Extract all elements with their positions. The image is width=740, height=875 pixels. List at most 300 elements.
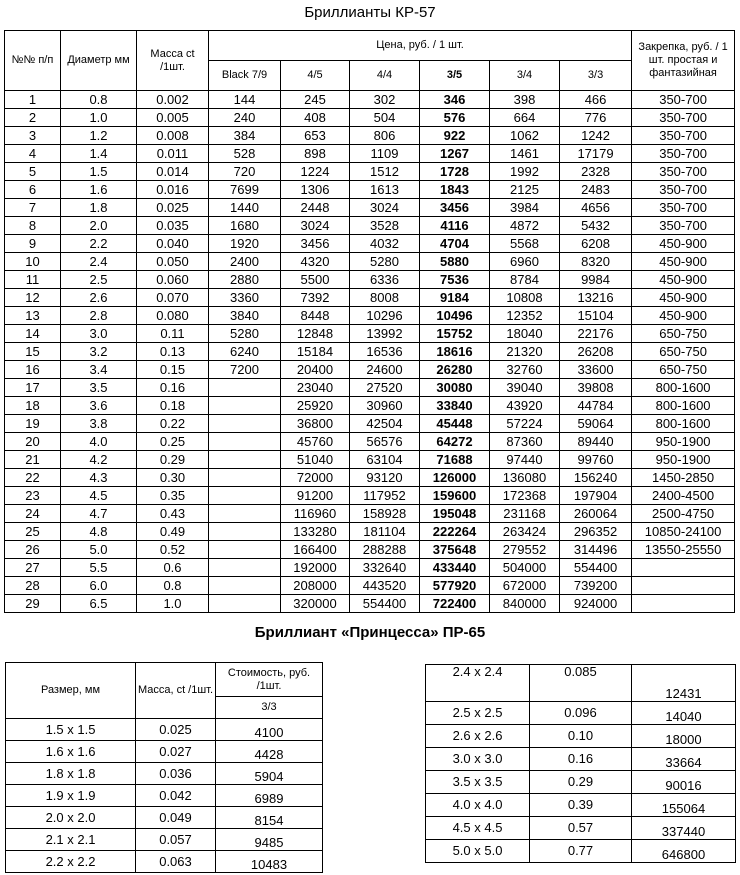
table-cell: 0.16: [137, 379, 209, 397]
table-cell: 89440: [560, 433, 632, 451]
table-row: [426, 794, 736, 817]
table-row: [5, 289, 735, 307]
table-row: [5, 217, 735, 235]
table-cell: 650-750: [632, 325, 735, 343]
table-cell: 13992: [350, 325, 420, 343]
table-cell: 0.18: [137, 397, 209, 415]
table-cell: 231168: [490, 505, 560, 523]
table-cell: 0.025: [136, 719, 216, 741]
table-cell: 4032: [350, 235, 420, 253]
table-cell: 3984: [490, 199, 560, 217]
table-cell: 0.008: [137, 127, 209, 145]
table-cell: 10496: [420, 307, 490, 325]
table-cell: 57224: [490, 415, 560, 433]
table-cell: 27520: [350, 379, 420, 397]
table-cell: 466: [560, 91, 632, 109]
table-cell: 32760: [490, 361, 560, 379]
table-cell: 800-1600: [632, 379, 735, 397]
table-cell: 8: [5, 217, 61, 235]
table-cell: 350-700: [632, 217, 735, 235]
table-cell: 350-700: [632, 181, 735, 199]
table-cell: 12431: [632, 665, 736, 702]
table-cell: 2.5: [61, 271, 137, 289]
table-cell: 2448: [281, 199, 350, 217]
table-cell: 4656: [560, 199, 632, 217]
table-cell: 350-700: [632, 145, 735, 163]
table-row: [426, 665, 736, 702]
table-cell: 8154: [216, 807, 323, 829]
table-cell: 3.0 x 3.0: [426, 748, 530, 771]
table-cell: 22: [5, 469, 61, 487]
table-cell: 16536: [350, 343, 420, 361]
table-cell: 159600: [420, 487, 490, 505]
table-cell: 5280: [209, 325, 281, 343]
table-row: [5, 181, 735, 199]
table-cell: 3840: [209, 307, 281, 325]
table-cell: 4.5: [61, 487, 137, 505]
table-cell: 43920: [490, 397, 560, 415]
table-row: [5, 253, 735, 271]
table-cell: 7200: [209, 361, 281, 379]
table-cell: 650-750: [632, 361, 735, 379]
table-cell: 10296: [350, 307, 420, 325]
table-cell: 1.2: [61, 127, 137, 145]
table-row: [426, 771, 736, 794]
table-cell: 15184: [281, 343, 350, 361]
table-cell: 0.30: [137, 469, 209, 487]
table-cell: 3456: [281, 235, 350, 253]
table-cell: 6960: [490, 253, 560, 271]
table-cell: 3: [5, 127, 61, 145]
table-cell: 5.0: [61, 541, 137, 559]
princess-table-left: [5, 662, 323, 873]
table-cell: 22176: [560, 325, 632, 343]
table-cell: 288288: [350, 541, 420, 559]
table-cell: [209, 595, 281, 613]
table-cell: 11: [5, 271, 61, 289]
table-cell: 2328: [560, 163, 632, 181]
table-cell: 0.29: [530, 771, 632, 794]
table-cell: 776: [560, 109, 632, 127]
table-cell: 2125: [490, 181, 560, 199]
table-cell: 1.5: [61, 163, 137, 181]
table-cell: 97440: [490, 451, 560, 469]
table-cell: 0.005: [137, 109, 209, 127]
table-cell: [632, 595, 735, 613]
table-cell: 0.39: [530, 794, 632, 817]
table-cell: 1450-2850: [632, 469, 735, 487]
table-cell: 0.057: [136, 829, 216, 851]
grade-header: 3/5: [420, 61, 490, 91]
table-cell: 8448: [281, 307, 350, 325]
table-cell: 144: [209, 91, 281, 109]
table-cell: 9184: [420, 289, 490, 307]
table-cell: 950-1900: [632, 433, 735, 451]
table-cell: 375648: [420, 541, 490, 559]
col-header-size: Размер, мм: [6, 663, 136, 719]
table-cell: 4.0 x 4.0: [426, 794, 530, 817]
table-cell: 1267: [420, 145, 490, 163]
table-row: [5, 361, 735, 379]
table-cell: 6: [5, 181, 61, 199]
table-cell: 17: [5, 379, 61, 397]
table-cell: 71688: [420, 451, 490, 469]
table-cell: 806: [350, 127, 420, 145]
table-cell: 99760: [560, 451, 632, 469]
table-cell: 1680: [209, 217, 281, 235]
table-cell: 44784: [560, 397, 632, 415]
table-row: [426, 840, 736, 863]
table-cell: 3456: [420, 199, 490, 217]
table-cell: 332640: [350, 559, 420, 577]
table-cell: 350-700: [632, 163, 735, 181]
table-cell: 0.040: [137, 235, 209, 253]
table-row: [5, 307, 735, 325]
table-cell: 398: [490, 91, 560, 109]
table-cell: 314496: [560, 541, 632, 559]
table-row: [426, 725, 736, 748]
table-cell: 0.096: [530, 702, 632, 725]
table-cell: 208000: [281, 577, 350, 595]
col-header-num: №№ п/п: [5, 31, 61, 91]
table-cell: 350-700: [632, 127, 735, 145]
table-cell: 3.2: [61, 343, 137, 361]
table-row: [6, 785, 323, 807]
table-cell: 433440: [420, 559, 490, 577]
table-cell: 7536: [420, 271, 490, 289]
table-cell: 9: [5, 235, 61, 253]
table-row: [5, 577, 735, 595]
table-cell: 5: [5, 163, 61, 181]
table-cell: 2.2: [61, 235, 137, 253]
table-cell: 0.52: [137, 541, 209, 559]
table-cell: 8008: [350, 289, 420, 307]
table-cell: [209, 505, 281, 523]
table-cell: 1613: [350, 181, 420, 199]
table-cell: 0.027: [136, 741, 216, 763]
col-header-diameter: Диаметр мм: [61, 31, 137, 91]
table-cell: 24600: [350, 361, 420, 379]
table-row: [5, 451, 735, 469]
table-cell: 0.16: [530, 748, 632, 771]
table-cell: 222264: [420, 523, 490, 541]
table-cell: 504000: [490, 559, 560, 577]
grade-header: 3/3: [560, 61, 632, 91]
table-cell: [209, 433, 281, 451]
table-cell: 12: [5, 289, 61, 307]
col-header-mass: Масса ct /1шт.: [137, 31, 209, 91]
table-cell: 263424: [490, 523, 560, 541]
table-cell: 5500: [281, 271, 350, 289]
table-cell: 90016: [632, 771, 736, 794]
table-cell: 13550-25550: [632, 541, 735, 559]
table-row: [426, 702, 736, 725]
table-cell: 19: [5, 415, 61, 433]
table-cell: 136080: [490, 469, 560, 487]
table-cell: 0.025: [137, 199, 209, 217]
table-cell: 0.060: [137, 271, 209, 289]
table-row: [5, 91, 735, 109]
table-cell: 192000: [281, 559, 350, 577]
table-cell: 350-700: [632, 199, 735, 217]
table-cell: 172368: [490, 487, 560, 505]
table-cell: 26208: [560, 343, 632, 361]
table-cell: 6208: [560, 235, 632, 253]
table-cell: 279552: [490, 541, 560, 559]
table-cell: 1306: [281, 181, 350, 199]
table-cell: 554400: [350, 595, 420, 613]
table-cell: [209, 523, 281, 541]
table-cell: 2: [5, 109, 61, 127]
table-cell: 0.77: [530, 840, 632, 863]
table-cell: 15: [5, 343, 61, 361]
table-cell: 8784: [490, 271, 560, 289]
table-cell: 7: [5, 199, 61, 217]
table-cell: 720: [209, 163, 281, 181]
table-cell: 3.6: [61, 397, 137, 415]
table-cell: 800-1600: [632, 397, 735, 415]
grade-header: 4/5: [281, 61, 350, 91]
table-cell: 350-700: [632, 91, 735, 109]
table-row: [6, 719, 323, 741]
table-row: [5, 199, 735, 217]
table-cell: 1920: [209, 235, 281, 253]
table-cell: 4100: [216, 719, 323, 741]
table-cell: 0.035: [137, 217, 209, 235]
table-row: [5, 595, 735, 613]
table-cell: 26: [5, 541, 61, 559]
table-cell: 39808: [560, 379, 632, 397]
table-cell: 1512: [350, 163, 420, 181]
table-cell: 0.080: [137, 307, 209, 325]
table-cell: 0.042: [136, 785, 216, 807]
table-cell: 260064: [560, 505, 632, 523]
table-cell: 384: [209, 127, 281, 145]
table-cell: 840000: [490, 595, 560, 613]
table-cell: 45760: [281, 433, 350, 451]
table-cell: 2.0 x 2.0: [6, 807, 136, 829]
table-cell: 2.4 x 2.4: [426, 665, 530, 702]
table-cell: 12848: [281, 325, 350, 343]
table-row: [5, 559, 735, 577]
table-cell: 650-750: [632, 343, 735, 361]
table-cell: 1.5 x 1.5: [6, 719, 136, 741]
table-cell: 156240: [560, 469, 632, 487]
table-row: [5, 235, 735, 253]
table-cell: 2400: [209, 253, 281, 271]
table-cell: 0.35: [137, 487, 209, 505]
table-row: [6, 807, 323, 829]
table-cell: 898: [281, 145, 350, 163]
table-cell: 3.4: [61, 361, 137, 379]
table-cell: 664: [490, 109, 560, 127]
table-cell: 33840: [420, 397, 490, 415]
table-cell: 1.8: [61, 199, 137, 217]
table-row: [5, 145, 735, 163]
table-cell: 245: [281, 91, 350, 109]
table-cell: 5280: [350, 253, 420, 271]
table-cell: 36800: [281, 415, 350, 433]
table-cell: 13216: [560, 289, 632, 307]
grade-header: 3/4: [490, 61, 560, 91]
table-cell: 25920: [281, 397, 350, 415]
table-cell: 1843: [420, 181, 490, 199]
table-cell: 25: [5, 523, 61, 541]
table-cell: 20: [5, 433, 61, 451]
table-cell: 18616: [420, 343, 490, 361]
table-cell: [209, 469, 281, 487]
table-cell: 51040: [281, 451, 350, 469]
table-cell: 302: [350, 91, 420, 109]
table-row: [5, 397, 735, 415]
table-cell: 15104: [560, 307, 632, 325]
table-cell: 443520: [350, 577, 420, 595]
table-cell: 450-900: [632, 235, 735, 253]
table-cell: 24: [5, 505, 61, 523]
table-cell: 4.8: [61, 523, 137, 541]
table-cell: 922: [420, 127, 490, 145]
table-cell: 5.5: [61, 559, 137, 577]
table-cell: 646800: [632, 840, 736, 863]
table-cell: 0.014: [137, 163, 209, 181]
table-cell: 39040: [490, 379, 560, 397]
table-cell: 3.8: [61, 415, 137, 433]
table-cell: 2400-4500: [632, 487, 735, 505]
table-cell: 3.5 x 3.5: [426, 771, 530, 794]
page-title: Бриллианты КР-57: [304, 4, 436, 21]
table-row: [5, 505, 735, 523]
table-cell: 2.1 x 2.1: [6, 829, 136, 851]
table-cell: 800-1600: [632, 415, 735, 433]
table-cell: 320000: [281, 595, 350, 613]
kr57-price-table: [4, 30, 735, 613]
table-cell: 0.29: [137, 451, 209, 469]
table-cell: 9485: [216, 829, 323, 851]
table-cell: 408: [281, 109, 350, 127]
table-cell: 4428: [216, 741, 323, 763]
table-cell: 653: [281, 127, 350, 145]
table-cell: 350-700: [632, 109, 735, 127]
table-cell: 0.13: [137, 343, 209, 361]
table-cell: 1.9 x 1.9: [6, 785, 136, 807]
table-cell: 4.5 x 4.5: [426, 817, 530, 840]
table-cell: 4.3: [61, 469, 137, 487]
table-cell: 950-1900: [632, 451, 735, 469]
table-cell: 28: [5, 577, 61, 595]
table-row: [5, 433, 735, 451]
table-cell: 17179: [560, 145, 632, 163]
table-cell: 1992: [490, 163, 560, 181]
table-cell: 0.016: [137, 181, 209, 199]
table-cell: 3024: [281, 217, 350, 235]
table-cell: 4.2: [61, 451, 137, 469]
table-cell: [209, 577, 281, 595]
table-row: [6, 851, 323, 873]
table-cell: 20400: [281, 361, 350, 379]
table-cell: 0.002: [137, 91, 209, 109]
table-cell: 5568: [490, 235, 560, 253]
table-cell: 1242: [560, 127, 632, 145]
table-cell: 0.011: [137, 145, 209, 163]
table-cell: 0.49: [137, 523, 209, 541]
table-cell: 2.5 x 2.5: [426, 702, 530, 725]
table-cell: 1109: [350, 145, 420, 163]
table-cell: 2.6: [61, 289, 137, 307]
table-row: [5, 523, 735, 541]
table-cell: 4320: [281, 253, 350, 271]
table-cell: 450-900: [632, 307, 735, 325]
table-cell: 1.0: [137, 595, 209, 613]
table-cell: 42504: [350, 415, 420, 433]
table-cell: 3024: [350, 199, 420, 217]
table-cell: 23040: [281, 379, 350, 397]
table-cell: 3360: [209, 289, 281, 307]
table-cell: [209, 559, 281, 577]
table-cell: 6336: [350, 271, 420, 289]
table-cell: 5432: [560, 217, 632, 235]
grade-header: Black 7/9: [209, 61, 281, 91]
table-cell: 10808: [490, 289, 560, 307]
table-cell: 16: [5, 361, 61, 379]
table-cell: 450-900: [632, 253, 735, 271]
table-cell: 2483: [560, 181, 632, 199]
table-cell: 2880: [209, 271, 281, 289]
table-cell: 56576: [350, 433, 420, 451]
table-cell: 3528: [350, 217, 420, 235]
table-cell: 1.8 x 1.8: [6, 763, 136, 785]
table-cell: 7392: [281, 289, 350, 307]
table-cell: 197904: [560, 487, 632, 505]
table-cell: 21320: [490, 343, 560, 361]
col-header-grade: 3/3: [216, 697, 323, 719]
table-row: [5, 415, 735, 433]
table-cell: 2.4: [61, 253, 137, 271]
table-row: [5, 163, 735, 181]
table-cell: 6989: [216, 785, 323, 807]
table-cell: 0.25: [137, 433, 209, 451]
table-cell: 10: [5, 253, 61, 271]
table-cell: 7699: [209, 181, 281, 199]
table-cell: 181104: [350, 523, 420, 541]
table-cell: 1461: [490, 145, 560, 163]
table-cell: 4: [5, 145, 61, 163]
table-cell: 59064: [560, 415, 632, 433]
table-cell: 1728: [420, 163, 490, 181]
table-row: [5, 487, 735, 505]
table-cell: 116960: [281, 505, 350, 523]
table-row: [5, 325, 735, 343]
table-cell: 577920: [420, 577, 490, 595]
table-cell: 3.5: [61, 379, 137, 397]
table-cell: 8320: [560, 253, 632, 271]
table-cell: 23: [5, 487, 61, 505]
table-cell: 117952: [350, 487, 420, 505]
table-cell: 15752: [420, 325, 490, 343]
table-cell: 1: [5, 91, 61, 109]
table-cell: 26280: [420, 361, 490, 379]
table-cell: 155064: [632, 794, 736, 817]
table-cell: 722400: [420, 595, 490, 613]
table-cell: 672000: [490, 577, 560, 595]
table-cell: 1224: [281, 163, 350, 181]
table-cell: 45448: [420, 415, 490, 433]
table-cell: 33600: [560, 361, 632, 379]
col-header-mass: Масса, ct /1шт.: [136, 663, 216, 719]
table-cell: 10850-24100: [632, 523, 735, 541]
table-cell: 30080: [420, 379, 490, 397]
princess-table-right: [425, 664, 736, 863]
grade-header: 4/4: [350, 61, 420, 91]
